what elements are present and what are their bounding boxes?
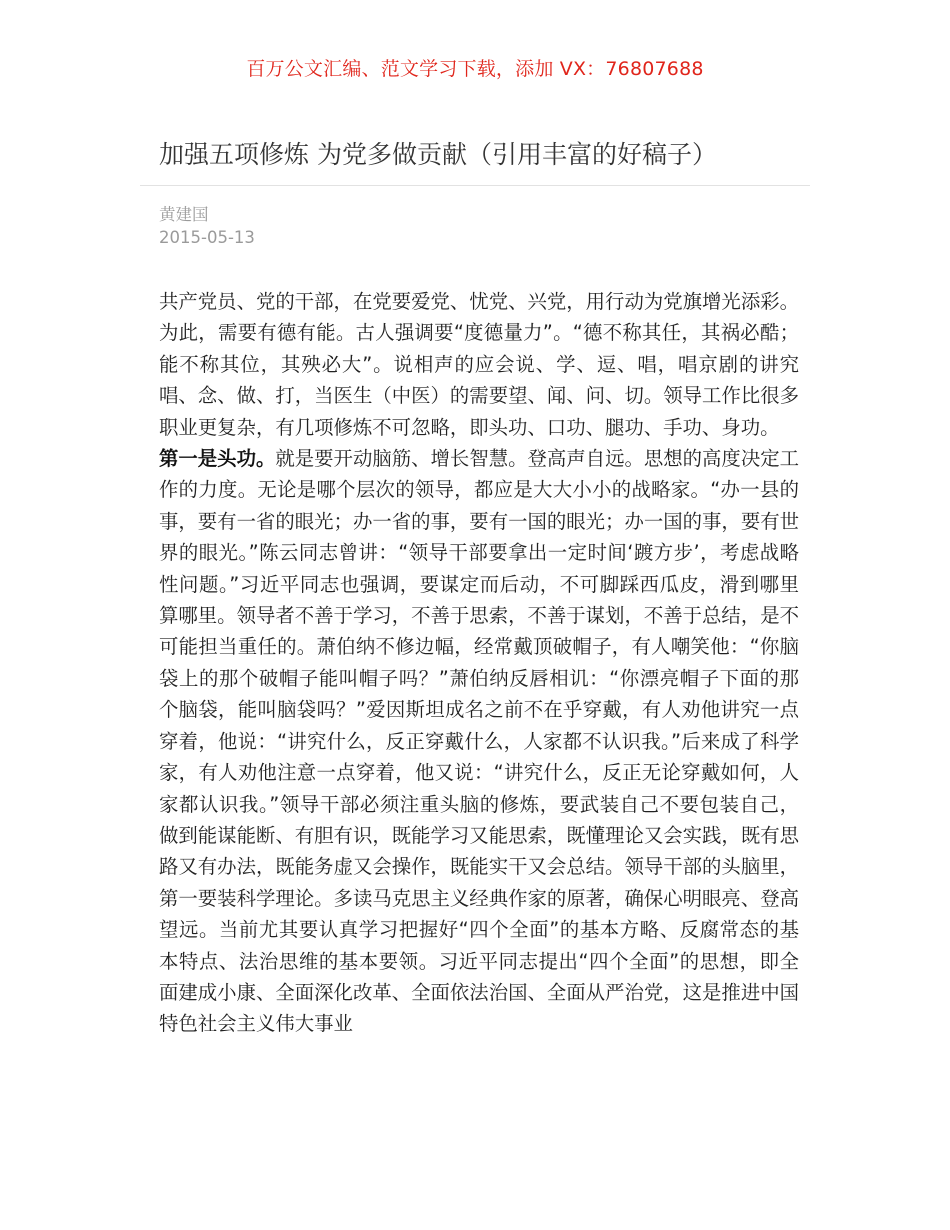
paragraph-text: 就是要开动脑筋、增长智慧。登高声自远。思想的高度决定工作的力度。无论是哪个层次的领导，都应是大大小小的战略家。“办一县的事，要有一省的眼光；办一省的事，要有一国的眼光；办一国的事，要有世界的眼光。”陈云同志曾讲：“领导干部要拿出一定时间‘踱方步’，考虑战略性问题。”习近平同志也强调，要谋定而后动，不可脚踩西瓜皮，滑到哪里算哪里。领导者不善于学习，不善于思索，不善于谋划，不善于总结，是不可能担当重任的。萧伯纳不修边幅，经常戴顶破帽子，有人嘲笑他：“你脑袋上的那个破帽子能叫帽子吗？”萧伯纳反唇相讥：“你漂亮帽子下面的那个脑袋，能叫脑袋吗？”爱因斯坦成名之前不在乎穿戴，有人劝他讲究一点穿着，他说：“讲究什么，反正穿戴什么，人家都不认识我。”后来成了科学家，有人劝他注意一点穿着，他又说：“讲究什么，反正无论穿戴如何，人家都认识我。”领导干部必须注重头脑的修炼，要武装自己不要包装自己，做到能谋能断、有胆有识，既能学习又能思索，既懂理论又会实践，既有思路又有办法，既能务虚又会操作，既能实干又会总结。领导干部的头脑里，第一要装科学理论。多读马克思主义经典作家的原著，确保心明眼亮、登高望远。当前尤其要认真学习把握好“四个全面”的基本方略、反腐常态的基本特点、法治思维的基本要领。习近平同志提出“四个全面”的思想，即全面建成小康、全面深化改革、全面依法治国、全面从严治党，这是推进中国特色社会主义伟大事业	[159, 447, 800, 1036]
promo-banner: 百万公文汇编、范文学习下载，添加 VX：76807688	[246, 58, 704, 80]
author-name: 黄建国	[159, 205, 209, 224]
body-paragraph-intro	[159, 286, 799, 443]
publish-date: 2015-05-13	[159, 228, 255, 247]
body-paragraph-head-skill	[159, 443, 799, 1040]
article-title: 加强五项修炼 为党多做贡献（引用丰富的好稿子）	[159, 140, 717, 169]
paragraph-text: 共产党员、党的干部，在党要爱党、忧党、兴党，用行动为党旗增光添彩。为此，需要有德有能。古人强调要“度德量力”。“德不称其任，其祸必酷；能不称其位，其殃必大”。说相声的应会说、学、逗、唱，唱京剧的讲究唱、念、做、打，当医生（中医）的需要望、闻、问、切。领导工作比很多职业更复杂，有几项修炼不可忽略，即头功、口功、腿功、手功、身功。	[159, 290, 799, 439]
article-body	[159, 286, 799, 1040]
title-divider	[140, 185, 810, 186]
paragraph-lead: 第一是头功。	[159, 447, 276, 471]
article-meta	[159, 203, 255, 249]
